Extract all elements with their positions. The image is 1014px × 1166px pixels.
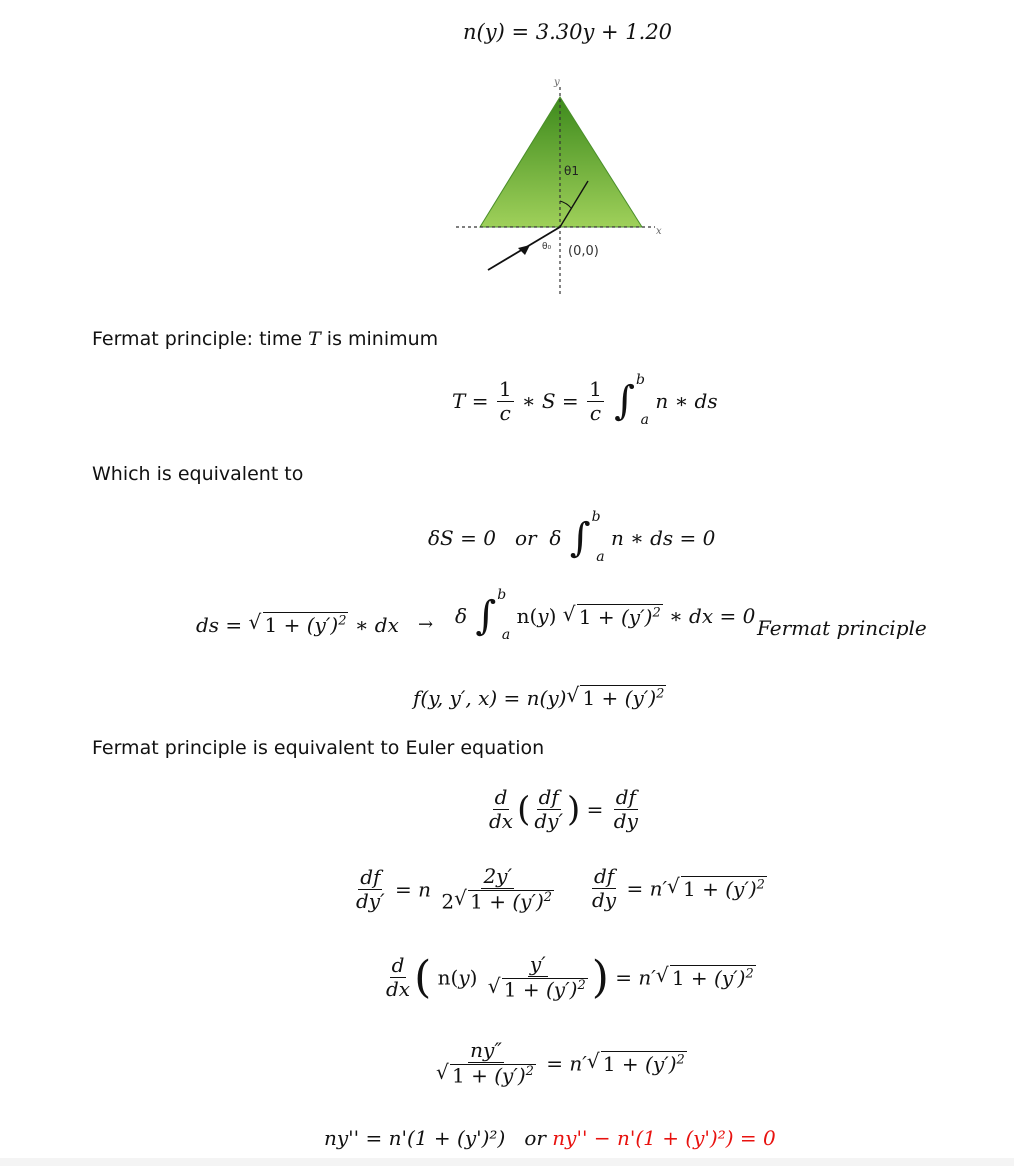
fermat-line-start: Fermat principle: time: [92, 328, 309, 350]
x-axis-label: x: [656, 226, 662, 237]
euler-step-two: ny″ √ $1 + (y')^2$ = n′ √ $1 + (y')^2$: [436, 1038, 685, 1088]
equivalent-text: Which is equivalent to: [92, 463, 304, 485]
fermat-principle-label: Fermat principle: [757, 616, 927, 640]
prism-diagram: [450, 75, 710, 305]
euler-equation: $\frac{d}{dx}$ ( $\frac{df}{dy'}$ ) = $\frac{df}{dy}$: [489, 785, 638, 833]
ds-equation: ds = √ $1 + (y')^2$ ∗ dx: [196, 610, 399, 637]
implies-arrow: →: [418, 614, 434, 635]
origin-label: (0,0): [568, 244, 599, 259]
euler-step-one: $\frac{d}{dx}$ ( n(y) y′ √ $1 + (y')^2$ ) = n′ √ $1 + (y')^2$: [386, 952, 754, 1003]
final-equation: [324, 1126, 776, 1150]
fermat-integral-equation: δ ∫ b a n(y) √ $1 + (y')^2$ ∗ dx = 0: [455, 587, 756, 643]
theta0-label: θ₀: [542, 242, 552, 252]
df-dy-equation: $\frac{df}{dy}$ = n′ √ $1 + (y')^2$: [592, 864, 765, 912]
df-dyprime-equation: $\frac{df}{dy'}$ = n 2y′ 2 √ $1 + (y')^2$: [356, 864, 553, 914]
final-equation-red: ny'' − n'(1 + (y')²) = 0: [552, 1126, 776, 1150]
page-bottom-bar: [0, 1158, 1014, 1166]
refractive-index-formula-text: n(y) = 3.30y + 1.20: [463, 20, 673, 44]
final-equation-or: or: [524, 1126, 546, 1150]
fermat-time-var: T: [308, 328, 321, 350]
theta1-label: θ1: [564, 164, 579, 178]
fermat-principle-text: [92, 328, 438, 350]
time-equation: T = $\frac{1}{c}$ ∗ S = $\frac{1}{c}$ ∫ b a n ∗ ds: [452, 372, 718, 428]
refractive-index-formula: [463, 20, 672, 44]
prism-triangle: [480, 97, 642, 227]
variation-equation: δS = 0 or δ ∫ b a n ∗ ds = 0: [428, 509, 716, 565]
euler-text: Fermat principle is equivalent to Euler equation: [92, 737, 545, 759]
final-equation-black: ny'' = n'(1 + (y')²): [324, 1126, 506, 1150]
lagrangian-definition: f(y, y′, x) = n(y) √ $1 + (y')^2$: [413, 683, 665, 710]
fermat-line-end: is minimum: [320, 328, 439, 350]
y-axis-label: y: [554, 77, 560, 88]
